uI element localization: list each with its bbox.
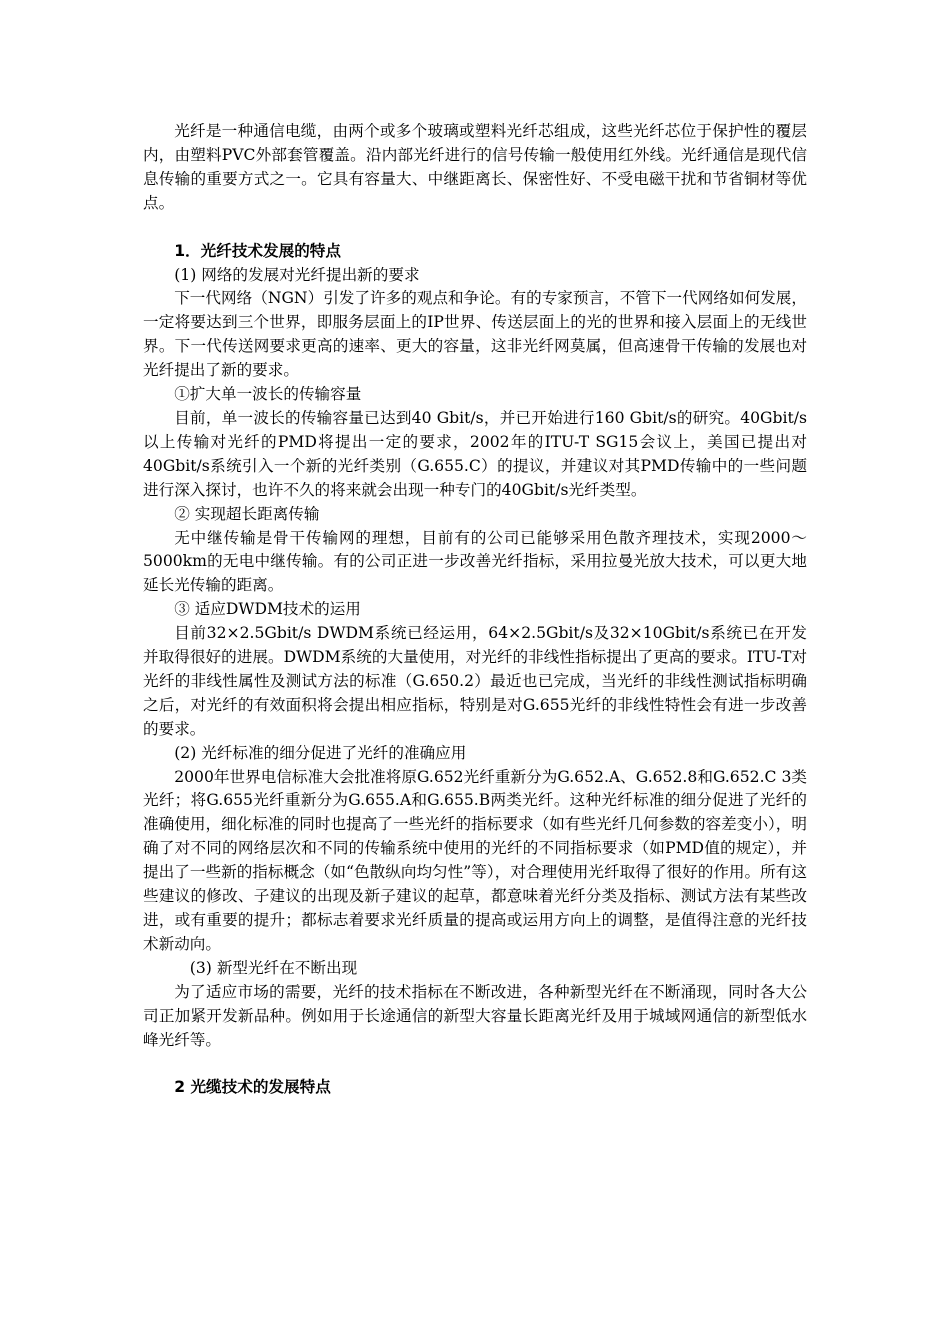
item3-heading: ③ 适应DWDM技术的运用 — [174, 600, 361, 619]
section2-heading: 2 光缆技术的发展特点 — [174, 1078, 331, 1097]
sub2-heading: (2) 光纤标准的细分促进了光纤的准确应用 — [174, 743, 467, 762]
section1-heading: 1．光纤技术发展的特点 — [174, 241, 341, 260]
sub1-heading: (1) 网络的发展对光纤提出新的要求 — [174, 265, 420, 284]
sub3-heading: (3) 新型光纤在不断出现 — [189, 958, 358, 977]
item1-heading: ①扩大单一波长的传输容量 — [174, 385, 362, 404]
sub3-paragraph: 为了适应市场的需要，光纤的技术指标在不断改进，各种新型光纤在不断涌现，同时各大公司正加紧开发新品种。例如用于长途通信的新型大容量长距离光纤及用于城域网通信的新型低水峰光纤等。 — [143, 982, 807, 1049]
item3-paragraph: 目前32×2.5Gbit/s DWDM系统已经运用，64×2.5Gbit/s及32×10Gbit/s系统已在开发并取得很好的进展。DWDM系统的大量使用，对光纤的非线性指标提出了更高的要求。ITU-T对光纤的非线性属性及测试方法的标准（G.650.2）最近也已完成，当光纤的非线性测试指标明确之后，对光纤的有效面积将会提出相应指标，特别是对G.655光纤的非线性特性会有进一步改善的要求。 — [143, 624, 807, 738]
sub1-paragraph: 下一代网络（NGN）引发了许多的观点和争论。有的专家预言，不管下一代网络如何发展，一定将要达到三个世界，即服务层面上的IP世界、传送层面上的光的世界和接入层面上的无线世界。下一代传送网要求更高的速率、更大的容量，这非光纤网莫属，但高速骨干传输的发展也对光纤提出了新的要求。 — [143, 289, 807, 380]
intro-paragraph: 光纤是一种通信电缆，由两个或多个玻璃或塑料光纤芯组成，这些光纤芯位于保护性的覆层内，由塑料PVC外部套管覆盖。沿内部光纤进行的信号传输一般使用红外线。光纤通信是现代信息传输的重要方式之一。它具有容量大、中继距离长、保密性好、不受电磁干扰和节省铜材等优点。 — [143, 122, 807, 212]
item2-heading: ② 实现超长距离传输 — [174, 504, 320, 523]
document-page — [143, 120, 807, 1100]
item2-paragraph: 无中继传输是骨干传输网的理想，目前有的公司已能够采用色散齐理技术，实现2000～5000km的无电中继传输。有的公司正进一步改善光纤指标，采用拉曼光放大技术，可以更大地延长光传输的距离。 — [143, 528, 807, 595]
spacer — [143, 1052, 807, 1076]
sub2-paragraph: 2000年世界电信标准大会批准将原G.652光纤重新分为G.652.A、G.652.8和G.652.C 3类光纤；将G.655光纤重新分为G.655.A和G.655.B两类光纤。这种光纤标准的细分促进了光纤的准确使用，细化标准的同时也提高了一些光纤的指标要求（如有些光纤几何参数的容差变小），明确了对不同的网络层次和不同的传输系统中使用的光纤的不同指标要求（如PMD值的规定），并提出了一些新的指标概念（如“色散纵向均匀性”等），对合理使用光纤取得了很好的作用。所有这些建议的修改、子建议的出现及新子建议的起草，都意味着光纤分类及指标、测试方法有某些改进，或有重要的提升；都标志着要求光纤质量的提高或运用方向上的调整，是值得注意的光纤技术新动向。 — [143, 767, 807, 953]
item1-paragraph: 目前，单一波长的传输容量已达到40 Gbit/s，并已开始进行160 Gbit/s的研究。40Gbit/s以上传输对光纤的PMD将提出一定的要求，2002年的ITU-T SG15会议上，美国已提出对40Gbit/s系统引入一个新的光纤类别（G.655.C）的提议，并建议对其PMD传输中的一些问题进行深入探讨，也许不久的将来就会出现一种专门的40Gbit/s光纤类型。 — [143, 408, 807, 499]
spacer — [143, 216, 807, 240]
